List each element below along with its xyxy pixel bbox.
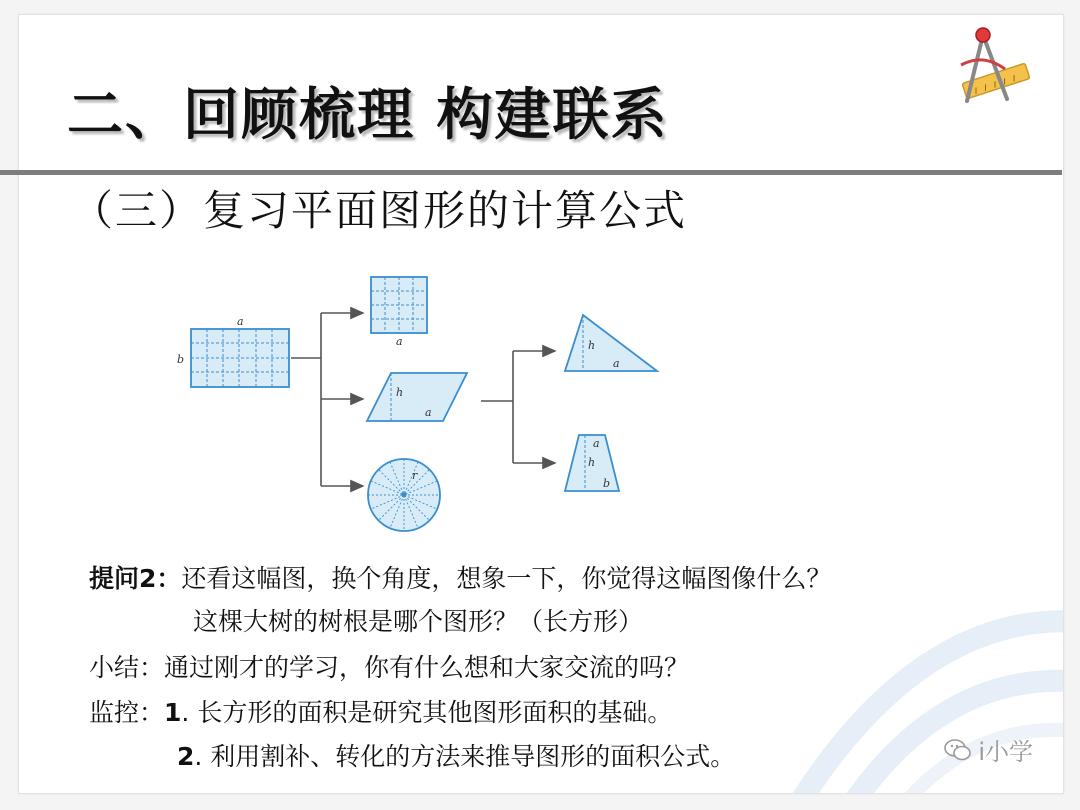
title-divider [0,170,1062,175]
monitor-item-1-number: 1 [164,698,182,727]
summary-label: 小结： [89,653,165,682]
summary-line [89,648,689,684]
rect-label-b: b [177,353,185,366]
monitor-line-1 [89,693,672,729]
slide [18,14,1064,794]
rect-label-a: a [237,315,244,328]
watermark [944,732,1033,767]
triangle-shape [565,315,657,371]
slide-subtitle: （三）复习平面图形的计算公式 [71,186,688,235]
compass-ruler-logo [953,25,1039,113]
question-text-1: 还看这幅图，换个角度，想象一下，你觉得这幅图像什么？ [181,564,832,593]
circle-label-r: r [412,469,418,482]
tri-label-a: a [613,357,620,370]
wechat-icon [944,738,972,762]
first-branch-arrows [291,313,363,486]
tri-label-h: h [588,339,596,352]
square-shape [371,277,427,348]
parallelogram-shape [367,373,467,421]
trapezoid-shape [565,435,619,491]
summary-text: 通过刚才的学习，你有什么想和大家交流的吗？ [164,653,690,682]
monitor-line-2 [177,737,735,773]
slide-title: 二、回顾梳理 构建联系 [67,83,669,148]
watermark-text: i小学 [978,738,1033,766]
question-text-2: 这棵大树的树根是哪个图形？（长方形） [193,607,644,636]
monitor-item-2-text: . 利用割补、转化的方法来推导图形的面积公式。 [194,742,736,771]
para-label-h: h [396,386,404,399]
shape-relation-diagram [167,251,667,547]
trap-label-b: b [603,477,611,490]
monitor-item-2-number: 2 [177,742,195,771]
question-line-1 [89,559,831,595]
para-label-a: a [425,406,432,419]
circle-shape [368,459,440,531]
monitor-item-1-text: . 长方形的面积是研究其他图形面积的基础。 [181,698,673,727]
monitor-label: 监控： [89,698,165,727]
rectangle-shape [177,315,289,387]
question-label: 提问2： [89,564,182,593]
square-label-a: a [396,335,403,348]
trap-label-a: a [593,437,600,450]
trap-label-h: h [588,456,596,469]
second-branch-arrows [481,351,555,463]
